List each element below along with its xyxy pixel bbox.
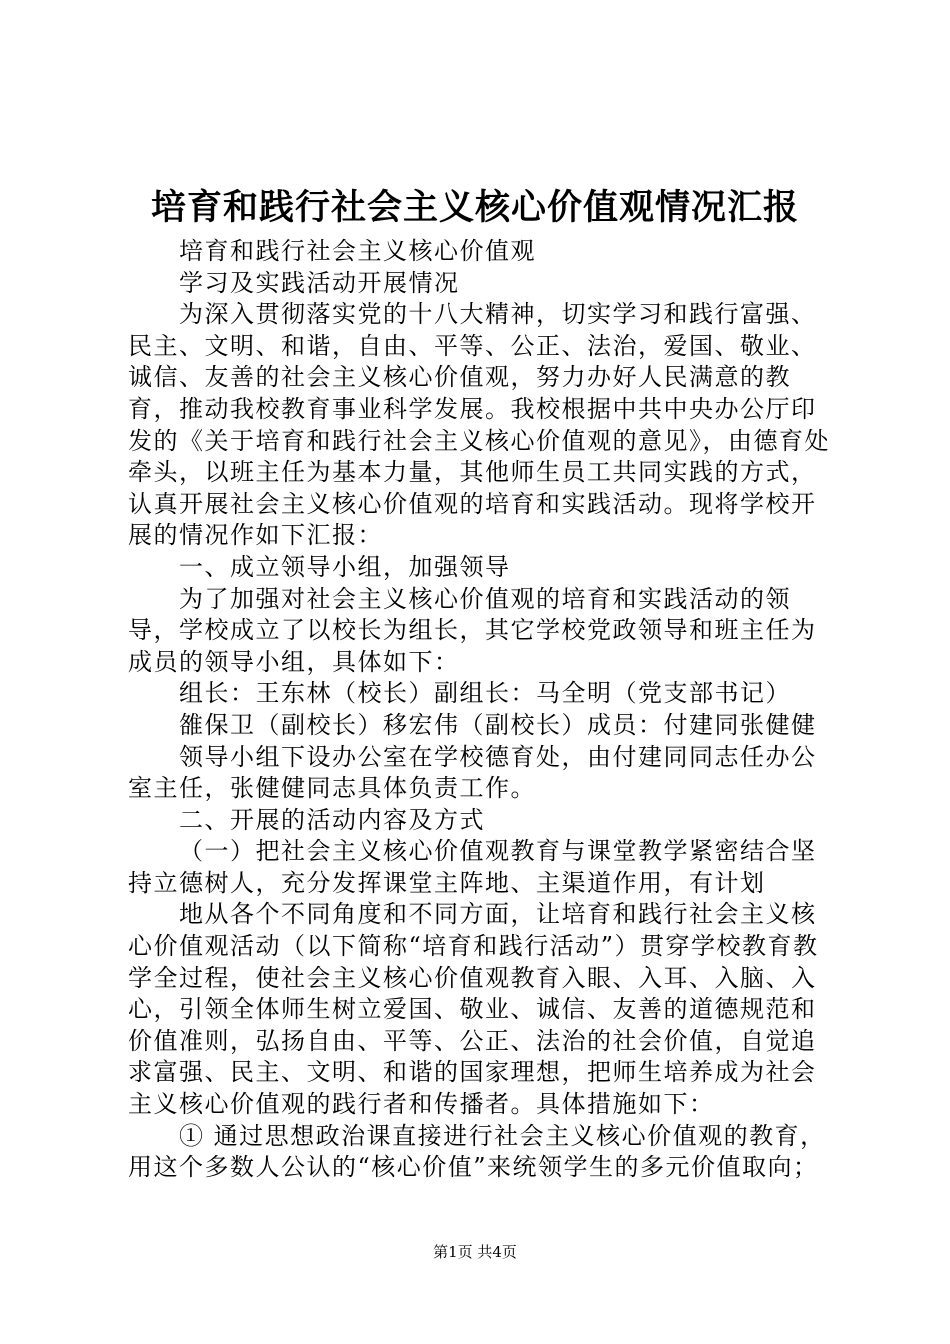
leader-line: 组长：王东林（校长）副组长：马全明（党支部书记）	[179, 679, 791, 708]
paragraph: 地从各个不同角度和不同方面，让培育和践行社会主义核心价值观活动（以下简称“培育和践行活动”）贯穿学校教育教学全过程，使社会主义核心价值观教育入眼、入耳、入脑、入心，引领全体师生树立爱国、敬业、诚信、友善的道德规范和价值准则，弘扬自由、平等、公正、法治的社会价值，自觉追求富强、民主、文明、和谐的国家理想，把师生培养成为社会主义核心价值观的践行者和传播者。具体措施如下：	[128, 900, 819, 1119]
page-number: 第1页 共4页	[433, 1243, 517, 1261]
subtitle-line-2: 学习及实践活动开展情况	[179, 268, 460, 297]
members-line: 雒保卫（副校长）移宏伟（副校长）成员：付建同张健健	[179, 710, 817, 739]
section-heading-1: 一、成立领导小组，加强领导	[179, 552, 511, 581]
intro-paragraph: 为深入贯彻落实党的十八大精神，切实学习和践行富强、民主、文明、和谐，自由、平等、公正、法治，爱国、敬业、诚信、友善的社会主义核心价值观，努力办好人民满意的教育，推动我校教育事业科学发展。我校根据中共中央办公厅印发的《关于培育和践行社会主义核心价值观的意见》，由德育处牵头，以班主任为基本力量，其他师生员工共同实践的方式，认真开展社会主义核心价值观的培育和实践活动。现将学校开展的情况作如下汇报：	[128, 300, 830, 550]
subtitle-line-1: 培育和践行社会主义核心价值观	[179, 237, 536, 265]
list-item: ① 通过思想政治课直接进行社会主义核心价值观的教育，用这个多数人公认的“核心价值”来统领学生的多元价值取向；	[128, 1121, 826, 1182]
subsection-heading: （一）把社会主义核心价值观教育与课堂教学紧密结合坚持立德树人，充分发挥课堂主阵地、主渠道作用，有计划	[128, 837, 817, 897]
section-heading-2: 二、开展的活动内容及方式	[179, 805, 485, 834]
document-title: 培育和践行社会主义核心价值观情况汇报	[150, 187, 799, 228]
document-body	[128, 236, 836, 1184]
paragraph: 为了加强对社会主义核心价值观的培育和实践活动的领导，学校成立了以校长为组长，其它学校党政领导和班主任为成员的领导小组，具体如下：	[128, 584, 817, 676]
paragraph: 领导小组下设办公室在学校德育处，由付建同同志任办公室主任，张健健同志具体负责工作。	[128, 742, 817, 803]
